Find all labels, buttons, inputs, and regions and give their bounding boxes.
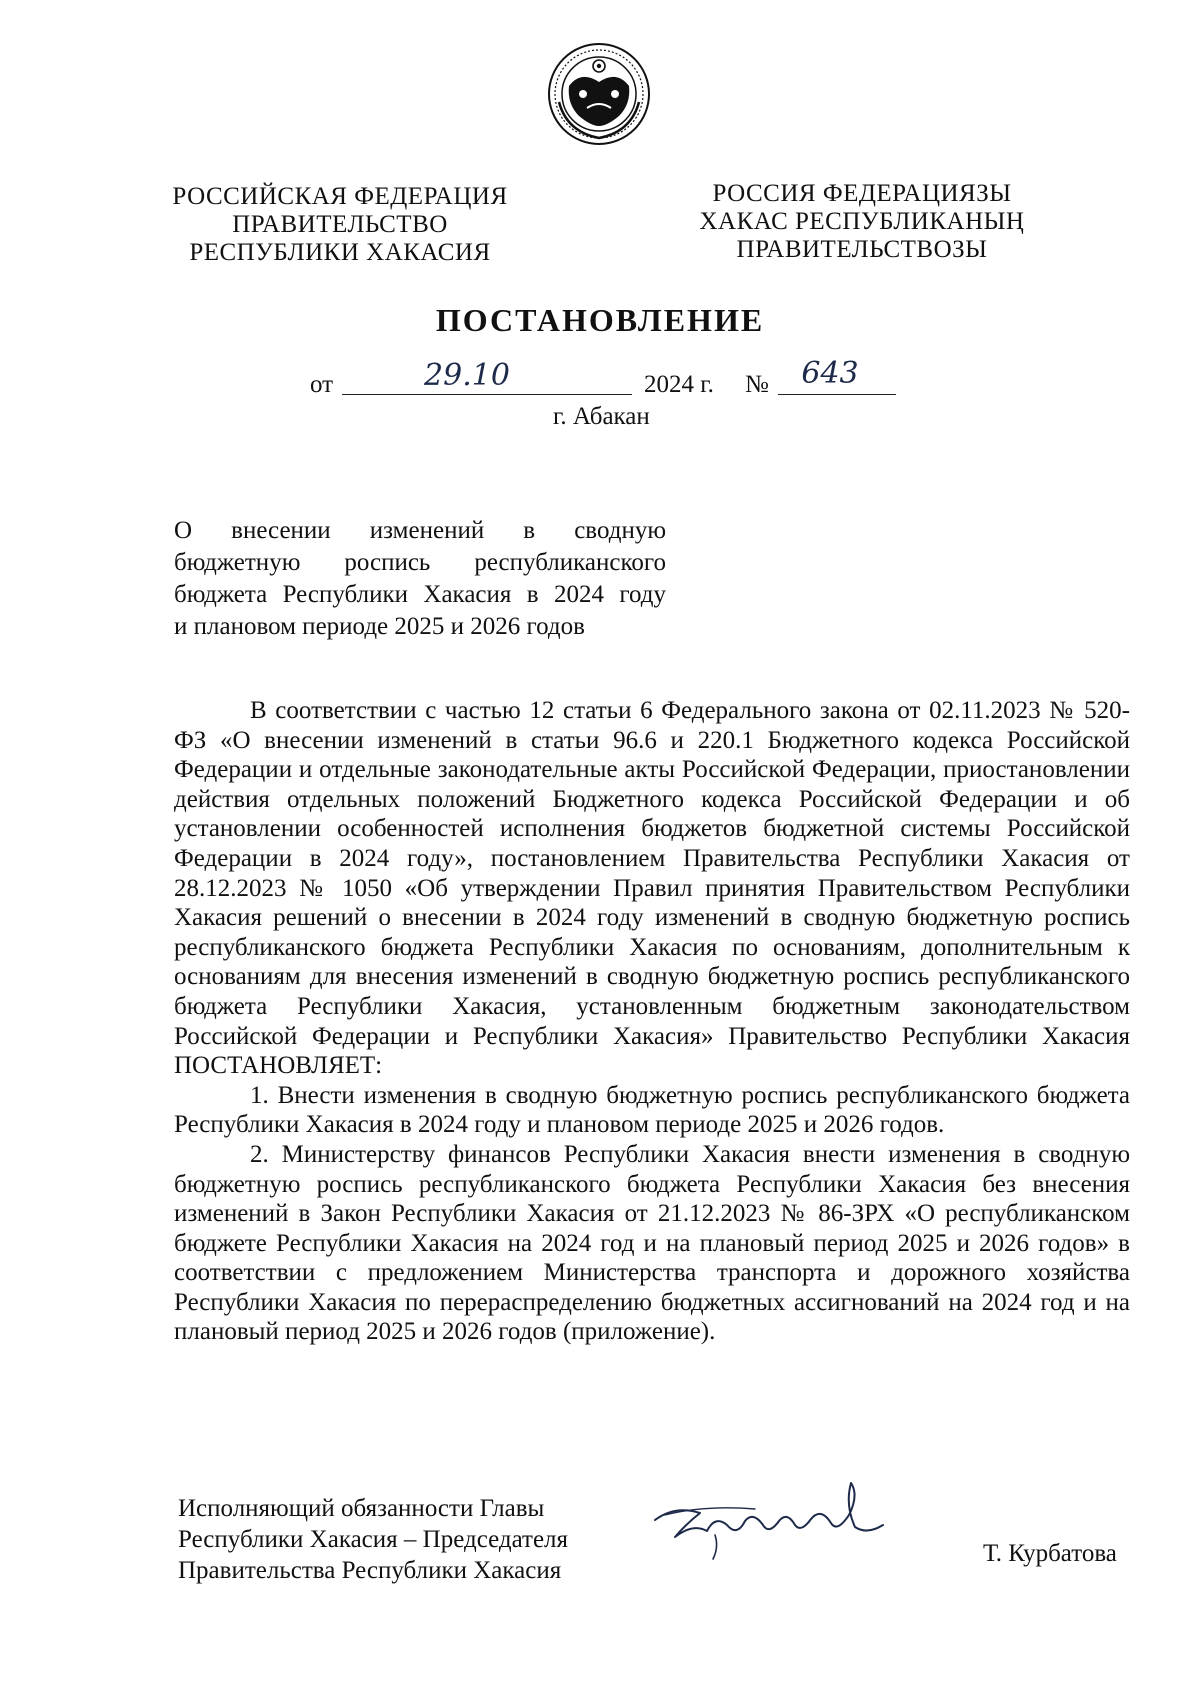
date-prefix: от xyxy=(310,371,334,398)
body-paragraph-preamble: В соответствии с частью 12 статьи 6 Федерального закона от 02.11.2023 № 520-ФЗ «О внесении изменений в статьи 96.6 и 220.1 Бюджетного кодекса Российской Федерации и отдельные законодательные акты Российской Федерации, приостановлении действия отдельных положений Бюджетного кодекса Российской Федерации и об установлении особенностей исполнения бюджетов бюджетной системы Российской Федерации в 2024 году», постановлением Правительства Республики Хакасия от 28.12.2023 № 1050 «Об утверждении Правил принятия Правительством Республики Хакасия решений о внесении в 2024 году изменений в сводную бюджетную роспись республиканского бюджета Республики Хакасия по основаниям, дополнительным к основаниям для внесения изменений в сводную бюджетную роспись республиканского бюджета Республики Хакасия, установленным бюджетным законодательством Российской Федерации и Республики Хакасия» Правительство Республики Хакасия ПОСТАНОВЛЯЕТ: xyxy=(174,697,1130,1080)
handwritten-number: 643 xyxy=(801,356,859,391)
header-right-line: РОССИЯ ФЕДЕРАЦИЯЗЫ xyxy=(712,180,1012,207)
document-title: ПОСТАНОВЛЕНИЕ xyxy=(435,302,765,338)
header-left-block xyxy=(160,183,520,267)
number-prefix: № xyxy=(745,371,769,398)
subject-line: и плановом периоде 2025 и 2026 годов xyxy=(174,613,585,640)
header-right-line: ХАКАС РЕСПУБЛИКАНЫҢ xyxy=(699,208,1025,235)
coat-of-arms-emblem xyxy=(547,42,651,146)
signer-title xyxy=(178,1493,618,1586)
body-paragraph-item-1: 1. Внести изменения в сводную бюджетную роспись республиканского бюджета Республики Хакасия в 2024 году и плановом периоде 2025 и 2026 годов. xyxy=(174,1081,1130,1139)
body-paragraph-item-2: 2. Министерству финансов Республики Хакасия внести изменения в сводную бюджетную роспись республиканского бюджета Республики Хакасия без внесения изменений в Закон Республики Хакасия от 21.12.2023 № 86-ЗРХ «О республиканском бюджете Республики Хакасия на 2024 год и на плановый период 2025 и 2026 годов» в соответствии с предложением Министерства транспорта и дорожного хозяйства Республики Хакасия по перераспределению бюджетных ассигнований на 2024 год и на плановый период 2025 и 2026 годов (приложение). xyxy=(174,1140,1130,1346)
header-right-line: ПРАВИТЕЛЬСТВОЗЫ xyxy=(736,236,988,263)
document-subject xyxy=(174,515,666,643)
signer-title-line: Исполняющий обязанности Главы xyxy=(178,1495,545,1522)
header-left-line: РОССИЙСКАЯ ФЕДЕРАЦИЯ xyxy=(172,183,508,210)
handwritten-signature xyxy=(645,1475,895,1565)
header-right-block xyxy=(682,180,1042,264)
handwritten-date: 29.10 xyxy=(424,358,510,393)
signer-title-line: Республики Хакасия – Председателя xyxy=(178,1526,569,1553)
date-underline xyxy=(342,394,632,395)
year-label: 2024 г. xyxy=(644,371,714,398)
city-label: г. Абакан xyxy=(553,403,650,430)
signer-title-line: Правительства Республики Хакасия xyxy=(178,1557,562,1584)
subject-line: бюджета Республики Хакасия в 2024 году xyxy=(174,581,666,608)
document-body xyxy=(174,696,1130,1347)
number-underline xyxy=(778,394,896,395)
header-left-line: РЕСПУБЛИКИ ХАКАСИЯ xyxy=(189,239,491,266)
signer-name: Т. Курбатова xyxy=(983,1540,1117,1567)
header-left-line: ПРАВИТЕЛЬСТВО xyxy=(232,211,448,238)
subject-line: О внесении изменений в сводную xyxy=(174,517,666,544)
subject-line: бюджетную роспись республиканского xyxy=(174,549,666,576)
